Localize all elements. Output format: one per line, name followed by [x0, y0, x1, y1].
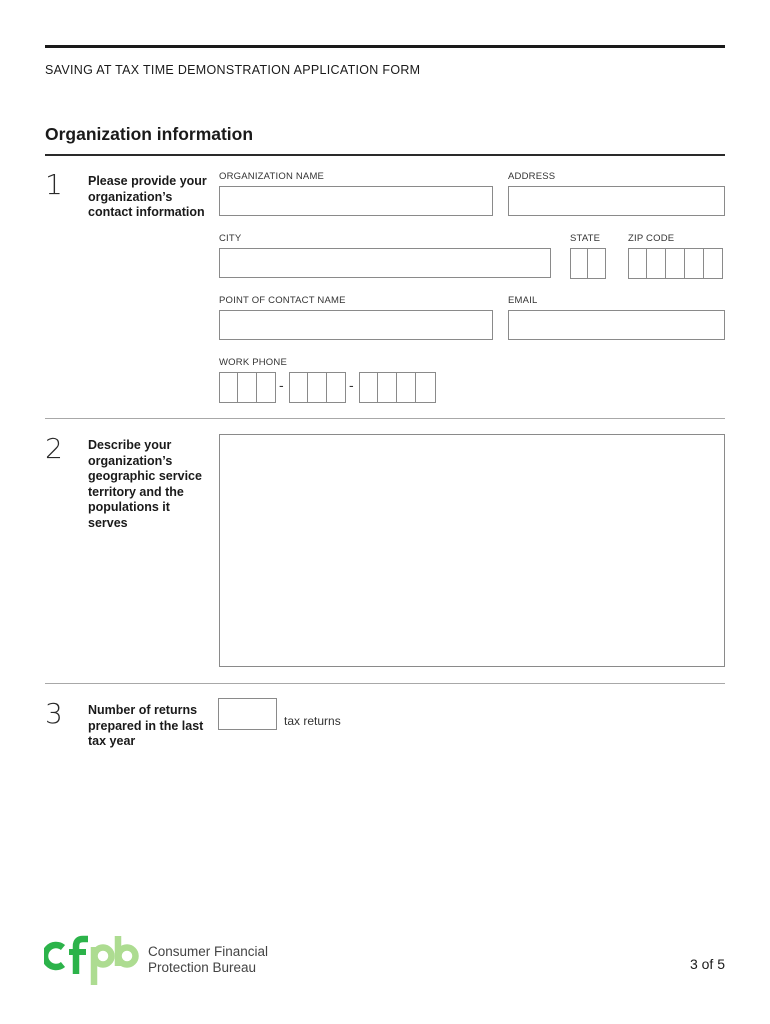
phone-cell[interactable] — [397, 372, 416, 403]
address-field[interactable] — [508, 186, 725, 216]
organization-name-label: ORGANIZATION NAME — [219, 171, 325, 182]
phone-cell[interactable] — [359, 372, 378, 403]
work-phone-line-number[interactable] — [359, 372, 436, 403]
question-divider — [45, 418, 725, 419]
question-2-number: 2 — [45, 432, 63, 465]
question-3-number: 3 — [45, 697, 63, 730]
question-divider — [45, 683, 725, 684]
email-field[interactable] — [508, 310, 725, 340]
city-field[interactable] — [219, 248, 551, 278]
section-title: Organization information — [45, 124, 254, 144]
phone-cell[interactable] — [308, 372, 327, 403]
work-phone-area-code[interactable] — [219, 372, 276, 403]
returns-unit-label: tax returns — [284, 714, 341, 728]
zip-cell[interactable] — [666, 248, 685, 279]
state-cell[interactable] — [570, 248, 588, 279]
question-3-text: Number of returns prepared in the last tax year — [88, 703, 204, 748]
question-2-text: Describe your organization’s geographic service territory and the populations it serves — [88, 438, 202, 530]
zip-cell[interactable] — [704, 248, 723, 279]
phone-cell[interactable] — [378, 372, 397, 403]
point-of-contact-field[interactable] — [219, 310, 493, 340]
cfpb-wordmark — [148, 944, 268, 976]
state-field[interactable] — [570, 248, 606, 279]
city-label: CITY — [219, 233, 242, 244]
state-label: STATE — [570, 233, 601, 244]
phone-cell[interactable] — [327, 372, 346, 403]
zip-code-label: ZIP CODE — [628, 233, 675, 244]
cfpb-wordmark-line1: Consumer Financial — [148, 944, 269, 959]
phone-cell[interactable] — [219, 372, 238, 403]
returns-count-field[interactable] — [218, 698, 277, 730]
zip-code-field[interactable] — [628, 248, 723, 279]
point-of-contact-label: POINT OF CONTACT NAME — [219, 295, 346, 306]
state-cell[interactable] — [588, 248, 606, 279]
work-phone-label: WORK PHONE — [219, 357, 287, 368]
phone-cell[interactable] — [289, 372, 308, 403]
page-number: 3 of 5 — [689, 956, 725, 972]
phone-cell[interactable] — [257, 372, 276, 403]
organization-name-field[interactable] — [219, 186, 493, 216]
phone-cell[interactable] — [238, 372, 257, 403]
section-rule — [45, 154, 725, 156]
zip-cell[interactable] — [685, 248, 704, 279]
phone-separator: - — [349, 377, 354, 393]
form-title: SAVING AT TAX TIME DEMONSTRATION APPLICATION FORM — [45, 63, 421, 77]
cfpb-logo-mark — [45, 936, 135, 985]
service-territory-textarea[interactable] — [219, 434, 725, 667]
top-rule — [45, 45, 725, 48]
address-label: ADDRESS — [508, 171, 556, 182]
question-1-number: 1 — [45, 168, 63, 201]
cfpb-logo — [44, 935, 140, 987]
email-label: EMAIL — [508, 295, 538, 306]
work-phone-prefix[interactable] — [289, 372, 346, 403]
cfpb-wordmark-line2: Protection Bureau — [148, 960, 257, 975]
zip-cell[interactable] — [628, 248, 647, 279]
phone-separator: - — [279, 377, 284, 393]
question-1-text: Please provide your organization’s contact information — [88, 174, 207, 219]
phone-cell[interactable] — [416, 372, 436, 403]
zip-cell[interactable] — [647, 248, 666, 279]
